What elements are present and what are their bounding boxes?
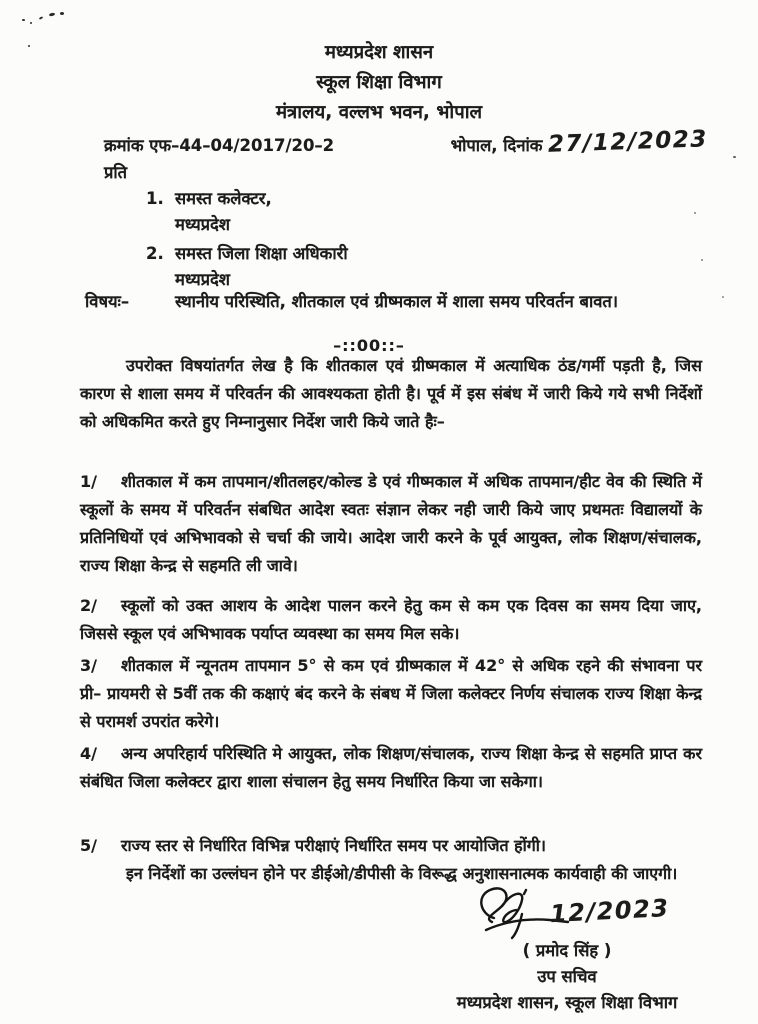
signature-scribble xyxy=(412,888,722,938)
recipient-line1: समस्त कलेक्टर, xyxy=(175,189,272,208)
recipient-number: 2. xyxy=(146,244,164,263)
letterhead-address: मंत्रालय, वल्लभ भवन, भोपाल xyxy=(275,102,483,123)
recipient-line2: मध्यप्रदेश xyxy=(175,215,231,234)
recipient-2 xyxy=(146,241,348,293)
directive-text: अन्य अपरिहार्य परिस्थिति मे आयुक्त, लोक शिक्षण/संचालक, राज्य शिक्षा केन्द्र से सहमति प्राप्त कर संबंधित जिला कलेक्टर द्वारा शाला संचालन हेतु समय निर्धारित किया जा सकेगा। xyxy=(80,744,702,791)
recipient-1 xyxy=(146,186,272,238)
reference-row xyxy=(104,126,709,158)
letterhead xyxy=(0,38,758,128)
recipient-line2: मध्यप्रदेश xyxy=(175,270,231,289)
letterhead-department: स्कूल शिक्षा विभाग xyxy=(316,72,442,93)
directive-text: स्कूलों को उक्त आशय के आदेश पालन करने हेतु कम से कम एक दिवस का समय दिया जाए, जिससे स्कूल एवं अभिभावक पर्याप्त व्यवस्था का समय मिल सके। xyxy=(80,596,702,643)
signatory-organization: मध्यप्रदेश शासन, स्कूल शिक्षा विभाग xyxy=(456,993,678,1012)
directive-text: राज्य स्तर से निर्धारित विभिन्न परीक्षाएं निर्धारित समय पर आयोजित होंगी। xyxy=(120,836,547,855)
recipient-line1: समस्त जिला शिक्षा अधिकारी xyxy=(175,244,348,263)
directive-text: शीतकाल में कम तापमान/शीतलहर/कोल्ड डे एवं गीष्मकाल में अधिक तापमान/हीट वेव की स्थिति में स्कूलों के समय में परिवर्तन संबधित आदेश स्वतः संज्ञान लेकर नही जारी किये जाए प्रथमतः विद्यालयों के प्रतिनिधियों एवं अभिभावको से चर्चा की जाये। आदेश जारी करने के पूर्व आयुक्त, लोक शिक्षण/संचालक, राज्य शिक्षा केन्द्र से सहमति ली जावे। xyxy=(80,472,702,575)
recipient-number: 1. xyxy=(146,189,164,208)
directive-4 xyxy=(80,740,702,796)
separator-mark: –::00::– xyxy=(333,336,405,355)
directive-number: 5/ xyxy=(80,836,97,855)
to-label: प्रति xyxy=(104,163,128,182)
reference-number: क्रमांक एफ–44–04/2017/20–2 xyxy=(104,136,335,155)
signature-block xyxy=(412,888,722,1016)
recipient-lines xyxy=(175,241,348,293)
directive-2 xyxy=(80,592,702,648)
subject-row xyxy=(85,289,710,312)
directive-3 xyxy=(80,652,702,736)
subject-text: स्थानीय परिस्थिति, शीतकाल एवं ग्रीष्मकाल में शाला समय परिवर्तन बावत। xyxy=(175,292,619,311)
directive-number: 2/ xyxy=(80,596,97,615)
directive-number: 4/ xyxy=(80,744,97,763)
signatory-designation: उप सचिव xyxy=(537,967,597,986)
handwritten-date: 27/12/2023 xyxy=(547,126,709,158)
intro-paragraph: उपरोक्त विषयांतर्गत लेख है कि शीतकाल एवं ग्रीष्मकाल में अत्याधिक ठंड/गर्मी पड़ती है, जिस कारण से शाला समय में परिवर्तन की आवश्यकता होती है। पूर्व में इस संबंध में जारी किये गये सभी निर्देशों को अधिकमित करते हुए निम्नानुसार निर्देश जारी किये जाते हैः– xyxy=(80,356,702,431)
place-date xyxy=(450,126,709,158)
signature-handwritten-date: 12/2023 xyxy=(549,893,671,929)
place-date-label: भोपाल, दिनांक xyxy=(450,136,543,155)
directive-text: शीतकाल में न्यूनतम तापमान 5° से कम एवं ग्रीष्मकाल में 42° से अधिक रहने की संभावना पर प्री– प्रायमरी से 5वीं तक की कक्षाएं बंद करने के संबध में जिला कलेक्टर निर्णय संचालक राज्य शिक्षा केन्द्र से परामर्श उपरांत करेगे। xyxy=(80,656,702,731)
closing-paragraph: इन निर्देशों का उल्लंघन होने पर डीईओ/डीपीसी के विरूद्ध अनुशासनात्मक कार्यवाही की जाएगी। xyxy=(126,864,678,883)
directive-number: 1/ xyxy=(80,472,97,491)
recipient-lines xyxy=(175,186,272,238)
directive-number: 3/ xyxy=(80,656,97,675)
directive-1 xyxy=(80,468,702,580)
signatory-name: ( प्रमोद सिंह ) xyxy=(522,941,612,960)
subject-label: विषयः– xyxy=(85,292,130,311)
directive-5 xyxy=(80,832,702,860)
letterhead-government: मध्यप्रदेश शासन xyxy=(324,42,434,63)
